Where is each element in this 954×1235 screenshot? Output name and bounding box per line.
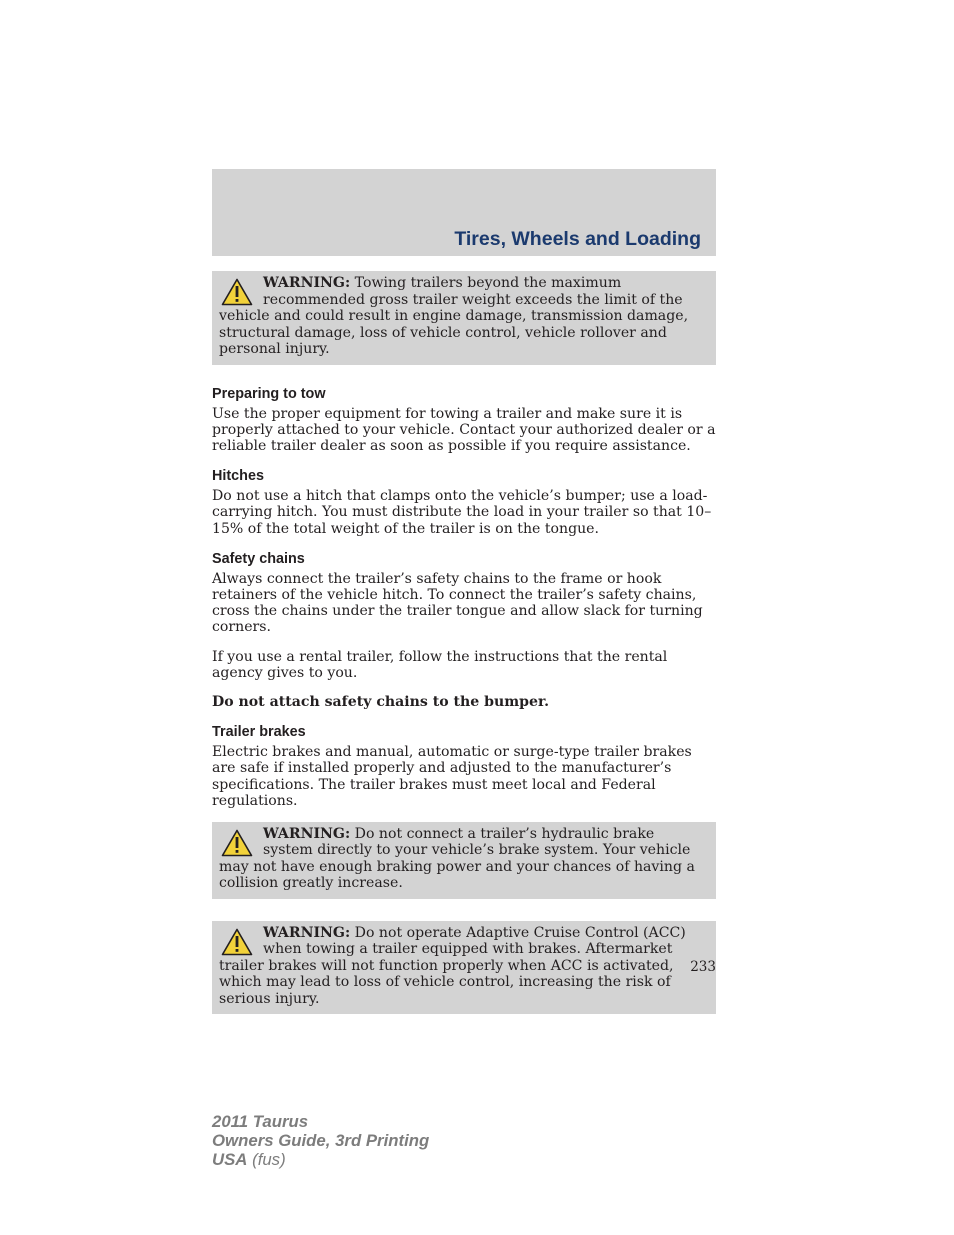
warning-box-towing-weight <box>212 271 716 365</box>
section-heading-preparing-to-tow: Preparing to tow <box>212 385 326 402</box>
section-heading-hitches: Hitches <box>212 468 264 485</box>
warning-text: Do not connect a trailer’s hydraulic brake system directly to your vehicle’s brake system. Your vehicle may not have enough braking power and your chances of having a collision greatly increase. <box>219 825 695 892</box>
warning-label: WARNING: <box>263 924 351 941</box>
footer-region-code: (fus) <box>247 1150 286 1169</box>
page-content <box>212 271 716 1014</box>
warning-triangle-icon <box>221 829 253 857</box>
warning-label: WARNING: <box>263 825 351 842</box>
warning-label: WARNING: <box>263 275 351 291</box>
paragraph-trailer-brakes: Electric brakes and manual, automatic or surge-type trailer brakes are safe if installed properly and adjusted to the manufacturer’s specifications. The trailer brakes must meet local and Federal regulations. <box>212 744 692 809</box>
warning-box-hydraulic-brakes <box>212 822 716 899</box>
section-heading-safety-chains: Safety chains <box>212 550 305 567</box>
footer-guide: Owners Guide, 3rd Printing <box>212 1131 430 1150</box>
paragraph-preparing-to-tow: Use the proper equipment for towing a trailer and make sure it is properly attached to your vehicle. Contact your authorized dealer or a reliable trailer dealer as soon as possible if you require assistance. <box>212 405 716 454</box>
warning-triangle-icon <box>221 278 253 306</box>
warning-text: Do not operate Adaptive Cruise Control (ACC) when towing a trailer equipped with brakes. Aftermarket trailer brakes will not function properly when ACC is activated, which may lead to loss of vehicle control, increasing the risk of serious injury. <box>219 924 686 1007</box>
footer-region-country: USA <box>212 1150 248 1169</box>
section-heading-trailer-brakes: Trailer brakes <box>212 724 306 741</box>
page-title: Tires, Wheels and Loading <box>454 228 701 250</box>
paragraph-rental-trailer: If you use a rental trailer, follow the instructions that the rental agency gives to you. <box>212 648 668 681</box>
warning-text: Towing trailers beyond the maximum recommended gross trailer weight exceeds the limit of the vehicle and could result in engine damage, transmission damage, structural damage, loss of vehicle control, vehicle rollover and personal injury. <box>219 275 689 357</box>
note-safety-chains-bumper: Do not attach safety chains to the bumper. <box>212 693 550 710</box>
paragraph-hitches: Do not use a hitch that clamps onto the vehicle’s bumper; use a load-carrying hitch. You must distribute the load in your trailer so that 10–15% of the total weight of the trailer is on the tongue. <box>212 488 712 537</box>
warning-triangle-icon <box>221 928 253 956</box>
page-number: 233 <box>690 959 716 975</box>
footer-region <box>212 1150 429 1169</box>
warning-box-adaptive-cruise <box>212 921 716 1015</box>
footer <box>212 1112 429 1169</box>
paragraph-safety-chains: Always connect the trailer’s safety chains to the frame or hook retainers of the vehicle hitch. To connect the trailer’s safety chains, cross the chains under the trailer tongue and allow slack for turning corners. <box>212 570 703 636</box>
footer-model: 2011 Taurus <box>212 1112 309 1131</box>
header-band <box>212 169 716 256</box>
